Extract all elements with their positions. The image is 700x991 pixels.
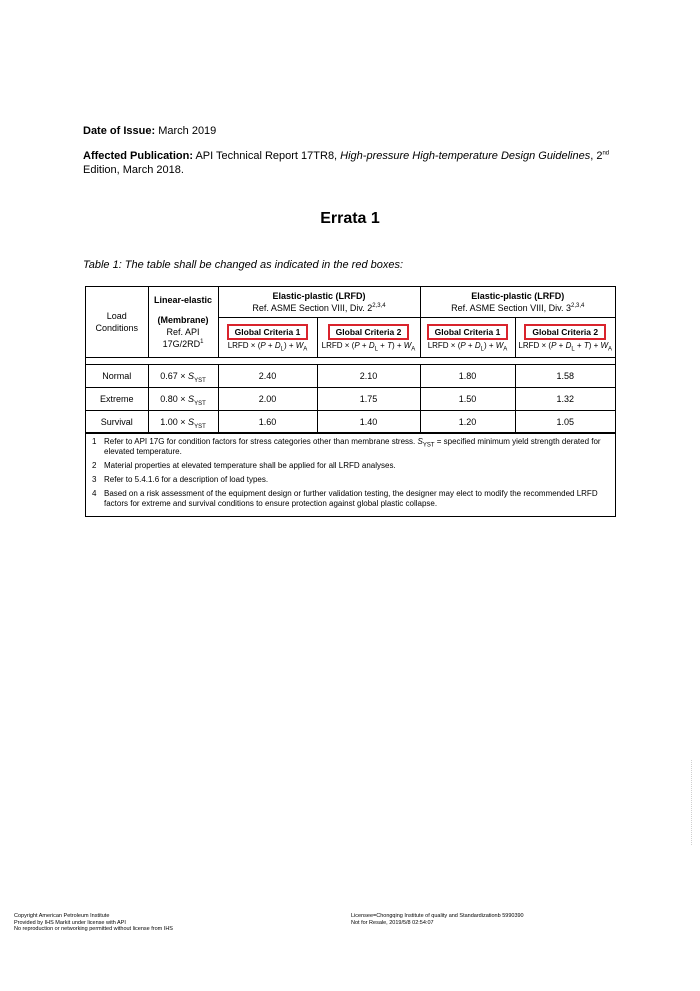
row-condition: Extreme [86, 387, 148, 410]
table-note [92, 489, 609, 509]
row-value: 1.58 [515, 364, 615, 387]
table-caption [83, 259, 403, 271]
header-group-div2 [218, 287, 420, 317]
row-value: 1.80 [420, 364, 515, 387]
note-text: Based on a risk assessment of the equipment design or further validation testing, the designer may elect to modify the recommended LRFD factors for extreme and survival conditions to ensure protection against global plastic collapse. [104, 489, 598, 508]
header-group-div3 [420, 287, 615, 317]
date-of-issue [83, 125, 216, 137]
row-condition: Normal [86, 364, 148, 387]
highlight-global-criteria: Global Criteria 1 [427, 324, 509, 340]
row-linear: $0.67 \times S_{YST}$ [148, 364, 218, 387]
note-number: 2 [92, 461, 97, 470]
affected-post1: , 2 [590, 150, 603, 162]
note-text: Refer to API 17G for condition factors for stress categories other than membrane stress. $S_{YST}$ = specified minimum yield strength derated for elevated temperature. [104, 437, 601, 456]
footer-line: Not for Resale, 2019/5/8 02:54:07 [351, 919, 434, 926]
footer-line: No reproduction or networking permitted without license from IHS [14, 926, 173, 932]
row-value: 1.20 [420, 410, 515, 433]
highlight-global-criteria: Global Criteria 2 [524, 324, 606, 340]
criteria-cell-div2-2 [317, 317, 420, 357]
table-row [86, 410, 615, 433]
group-div3-sup: 2,3,4 [571, 302, 585, 309]
page-title: Errata 1 [320, 210, 380, 227]
table-row [86, 364, 615, 387]
linear-elastic-sup: 1 [200, 338, 204, 345]
table-note [92, 461, 609, 471]
criteria-formula: LRFD × $(P + D_L + T) + W_A$ [321, 340, 416, 353]
affected-pre: API Technical Report 17TR8, [195, 150, 341, 162]
row-value: 1.40 [317, 410, 420, 433]
highlight-global-criteria: Global Criteria 1 [227, 324, 309, 340]
affected-post2: Edition, March 2018. [83, 164, 184, 176]
footer-right [351, 913, 651, 926]
group-div2-title: Elastic-plastic (LRFD) [272, 290, 366, 301]
criteria-formula: LRFD × $(P + D_L + T) + W_A$ [518, 340, 613, 353]
note-number: 1 [92, 437, 97, 446]
table-row [86, 387, 615, 410]
lrfd-table [86, 287, 615, 434]
criteria-cell-div2-1 [218, 317, 317, 357]
table-notes [86, 432, 615, 513]
errata-table [85, 286, 616, 517]
footer-line: Licensee=Chongqing Institute of quality and Standardizationb 5990390 [351, 913, 524, 919]
row-value: 1.75 [317, 387, 420, 410]
highlight-global-criteria: Global Criteria 2 [328, 324, 410, 340]
table-note [92, 475, 609, 485]
affected-publication [83, 149, 623, 177]
criteria-formula: LRFD × $(P + D_L) + W_A$ [227, 340, 308, 353]
criteria-cell-div3-1 [420, 317, 515, 357]
note-text: Material properties at elevated temperature shall be applied for all LRFD analyses. [104, 461, 396, 470]
affected-label: Affected Publication: [83, 150, 194, 162]
note-number: 4 [92, 489, 97, 498]
table-note [92, 437, 609, 457]
linear-elastic-line4: 17G/2RD [162, 338, 201, 349]
row-value: 1.50 [420, 387, 515, 410]
footer-line: Copyright American Petroleum Institute [14, 913, 110, 919]
row-value: 2.40 [218, 364, 317, 387]
linear-elastic-line2: (Membrane) [157, 314, 209, 325]
affected-sup: nd [602, 150, 610, 157]
row-value: 1.60 [218, 410, 317, 433]
caption-text: : The table shall be changed as indicated in the red boxes: [118, 259, 404, 271]
group-div2-ref: Ref. ASME Section VIII, Div. 2 [252, 302, 373, 313]
caption-table-ref: Table 1 [83, 259, 119, 271]
affected-title: High-pressure High-temperature Design Guidelines [340, 150, 591, 162]
date-label: Date of Issue: [83, 125, 156, 137]
note-text: Refer to 5.4.1.6 for a description of load types. [104, 475, 269, 484]
criteria-formula: LRFD × $(P + D_L) + W_A$ [427, 340, 508, 353]
header-linear-elastic [148, 287, 218, 357]
group-div3-title: Elastic-plastic (LRFD) [471, 290, 565, 301]
row-linear: $1.00 \times S_{YST}$ [148, 410, 218, 433]
group-div3-ref: Ref. ASME Section VIII, Div. 3 [451, 302, 572, 313]
linear-elastic-line1: Linear-elastic [153, 294, 213, 305]
table-spacer [86, 357, 615, 364]
note-number: 3 [92, 475, 97, 484]
row-condition: Survival [86, 410, 148, 433]
row-value: 1.32 [515, 387, 615, 410]
row-linear: $0.80 \times S_{YST}$ [148, 387, 218, 410]
row-value: 2.10 [317, 364, 420, 387]
group-div2-sup: 2,3,4 [372, 302, 386, 309]
linear-elastic-line3: Ref. API [166, 326, 200, 337]
footer-left [14, 913, 314, 933]
footer-line: Provided by IHS Markit under license with API [14, 919, 126, 926]
header-load-conditions: Load Conditions [86, 287, 148, 357]
criteria-cell-div3-2 [515, 317, 615, 357]
margin-mark [691, 760, 694, 845]
date-value: March 2019 [158, 125, 217, 137]
row-value: 1.05 [515, 410, 615, 433]
row-value: 2.00 [218, 387, 317, 410]
